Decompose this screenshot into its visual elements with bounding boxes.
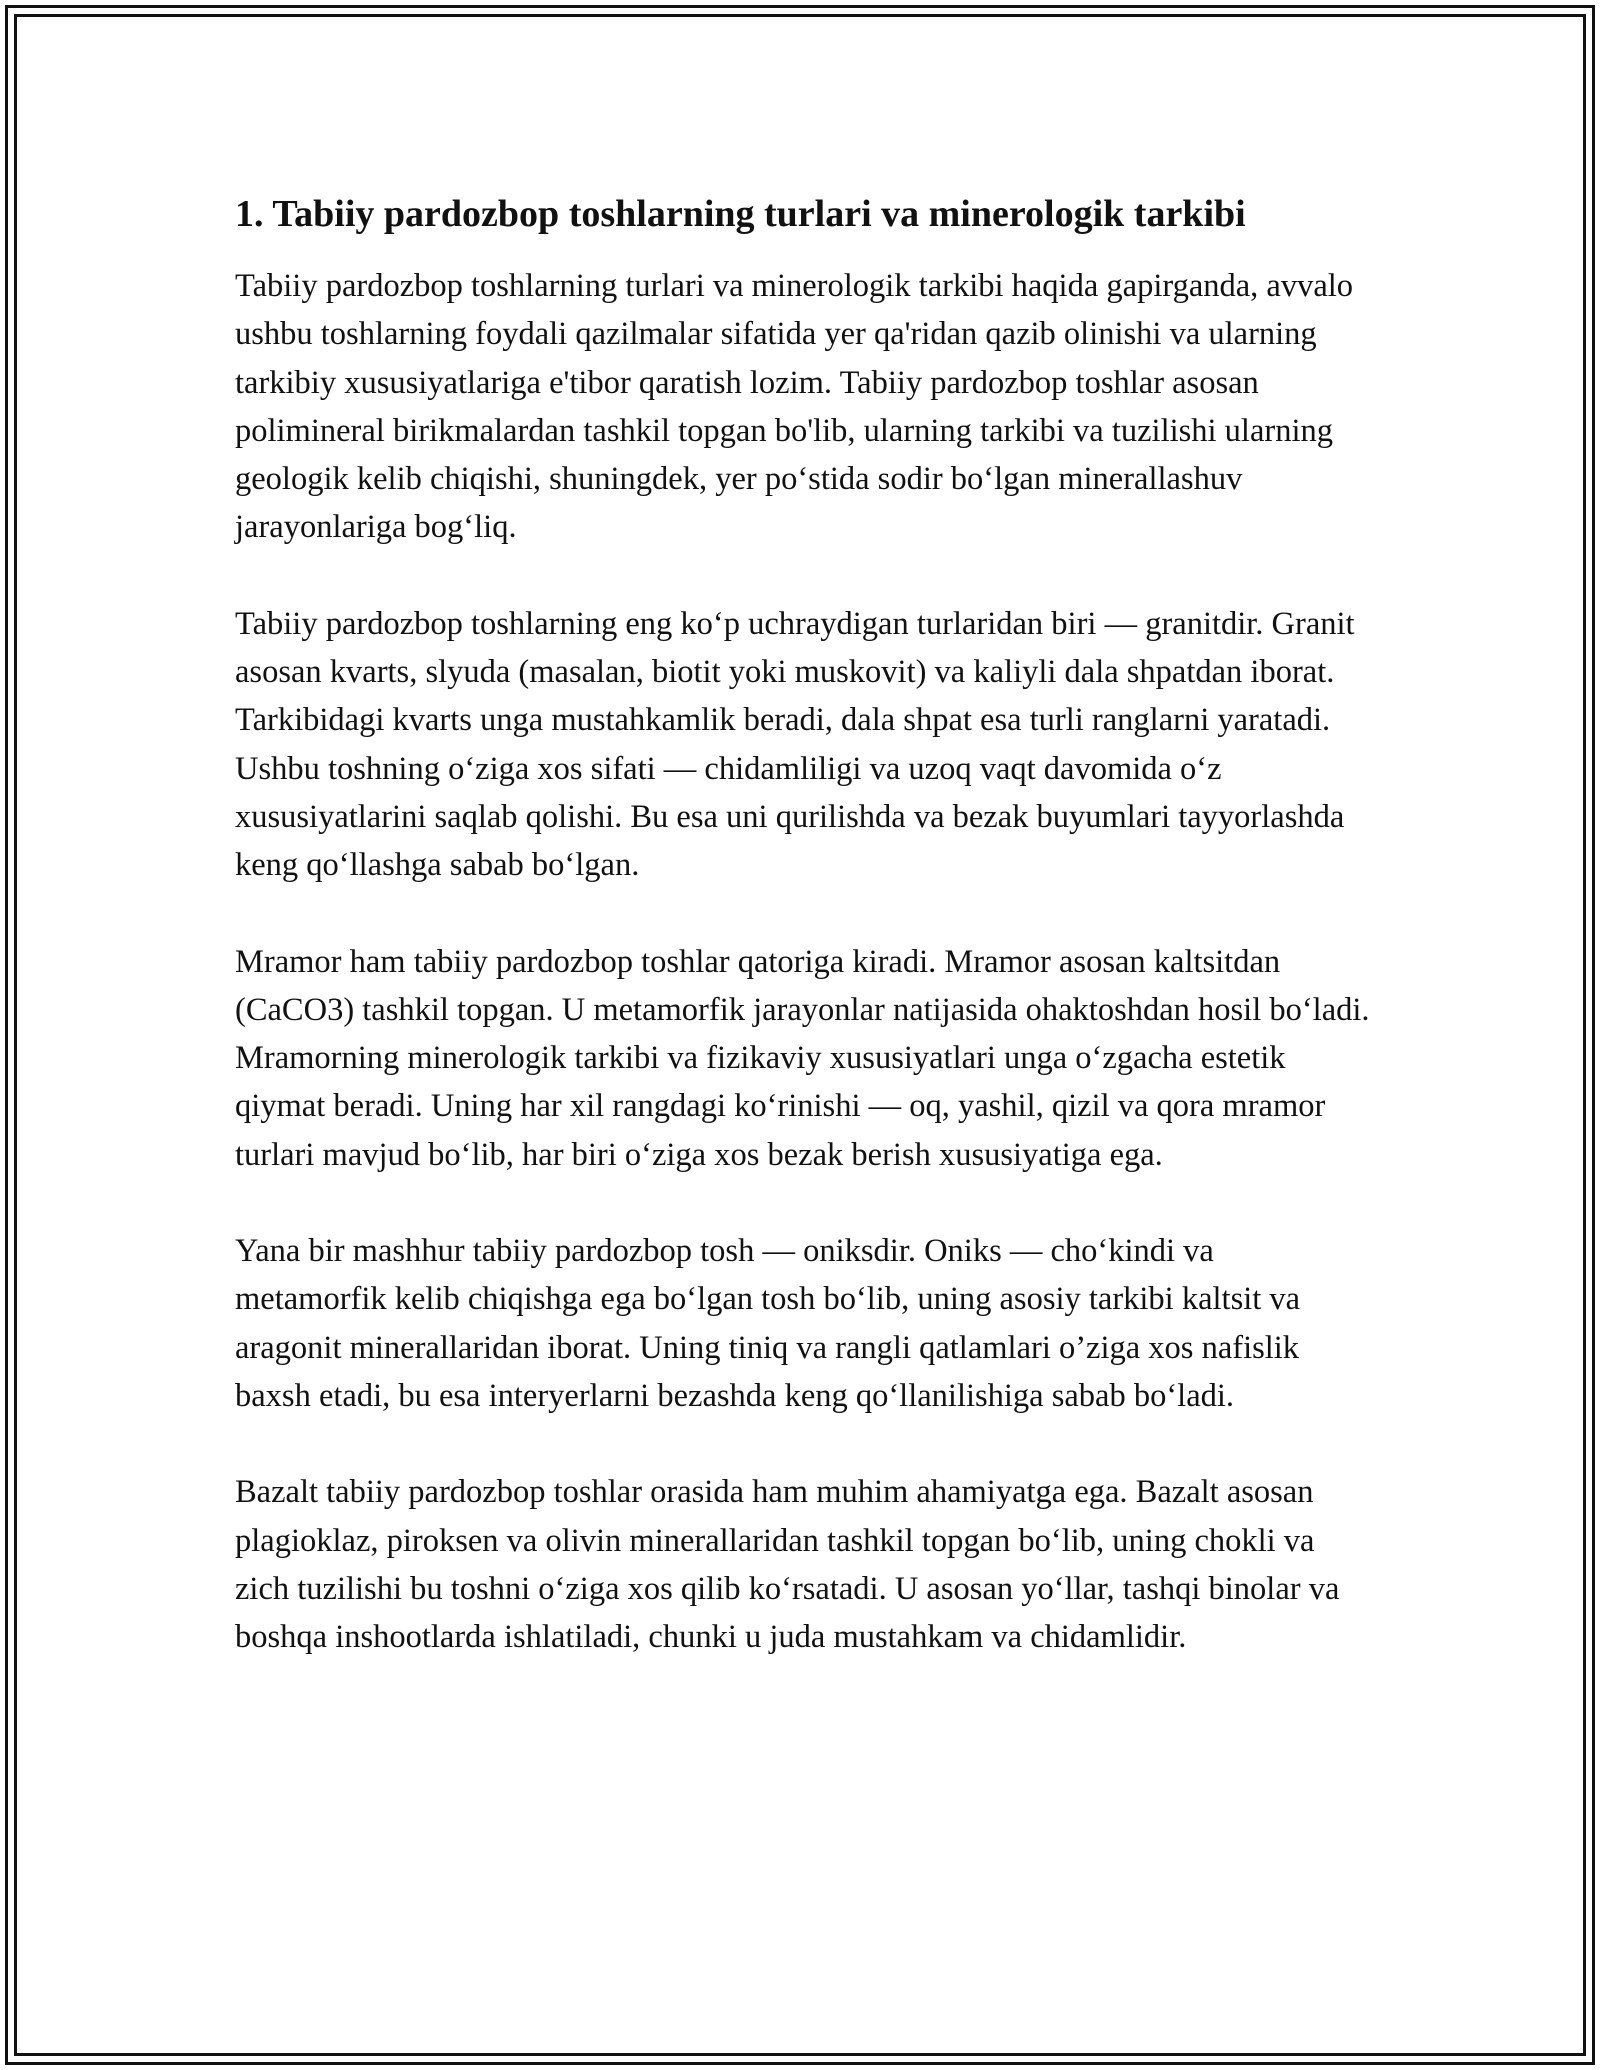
paragraph-intro: Tabiiy pardozbop toshlarning turlari va minerologik tarkibi haqida gapirganda, avvalo ushbu toshlarning foydali qazilmalar sifatida yer qa'ridan qazib olinishi va ularning tarkibiy xususiyatlariga e'tibor qaratish lozim. Tabiiy pardozbop toshlar asosan polimineral birikmalardan tashkil topgan bo'lib, ularning tarkibi va tuzilishi ularning geologik kelib chiqishi, shuningdek, yer po‘stida sodir bo‘lgan minerallashuv jarayonlariga bog‘liq. xyxy=(235,268,1354,546)
paragraph-basalt: Bazalt tabiiy pardozbop toshlar orasida ham muhim ahamiyatga ega. Bazalt asosan plagioklaz, piroksen va olivin minerallaridan tashkil topgan bo‘lib, uning chokli va zich tuzilishi bu toshni o‘ziga xos qilib ko‘rsatadi. U asosan yo‘llar, tashqi binolar va boshqa inshootlarda ishlatiladi, chunki u juda mustahkam va chidamlidir. xyxy=(235,1474,1340,1656)
document-body xyxy=(235,188,1370,1709)
paragraph-onyx: Yana bir mashhur tabiiy pardozbop tosh — oniksdir. Oniks — cho‘kindi va metamorfik kelib chiqishga ega bo‘lgan tosh bo‘lib, uning asosiy tarkibi kaltsit va aragonit minerallaridan iborat. Uning tiniq va rangli qatlamlari o’ziga xos nafislik baxsh etadi, bu esa interyerlarni bezashda keng qo‘llanilishiga sabab bo‘ladi. xyxy=(235,1233,1301,1414)
paragraph-marble: Mramor ham tabiiy pardozbop toshlar qatoriga kiradi. Mramor asosan kaltsitdan (CaCO3) tashkil topgan. U metamorfik jarayonlar natijasida ohaktoshdan hosil bo‘ladi. Mramorning minerologik tarkibi va fizikaviy xususiyatlari unga o‘zgacha estetik qiymat beradi. Uning har xil rangdagi ko‘rinishi — oq, yashil, qizil va qora mramor turlari mavjud bo‘lib, har biri o‘ziga xos bezak berish xususiyatiga ega. xyxy=(235,943,1370,1173)
paragraph-granite: Tabiiy pardozbop toshlarning eng ko‘p uchraydigan turlaridan biri — granitdir. Granit asosan kvarts, slyuda (masalan, biotit yoki muskovit) va kaliyli dala shpatdan iborat. Tarkibidagi kvarts unga mustahkamlik beradi, dala shpat esa turli ranglarni yaratadi. Ushbu toshning o‘ziga xos sifati — chidamliligi va uzoq vaqt davomida o‘z xususiyatlarini saqlab qolishi. Bu esa uni qurilishda va bezak buyumlari tayyorlashda keng qo‘llashga sabab bo‘lgan. xyxy=(235,605,1355,884)
section-title: 1. Tabiiy pardozbop toshlarning turlari va minerologik tarkibi xyxy=(235,193,1246,235)
